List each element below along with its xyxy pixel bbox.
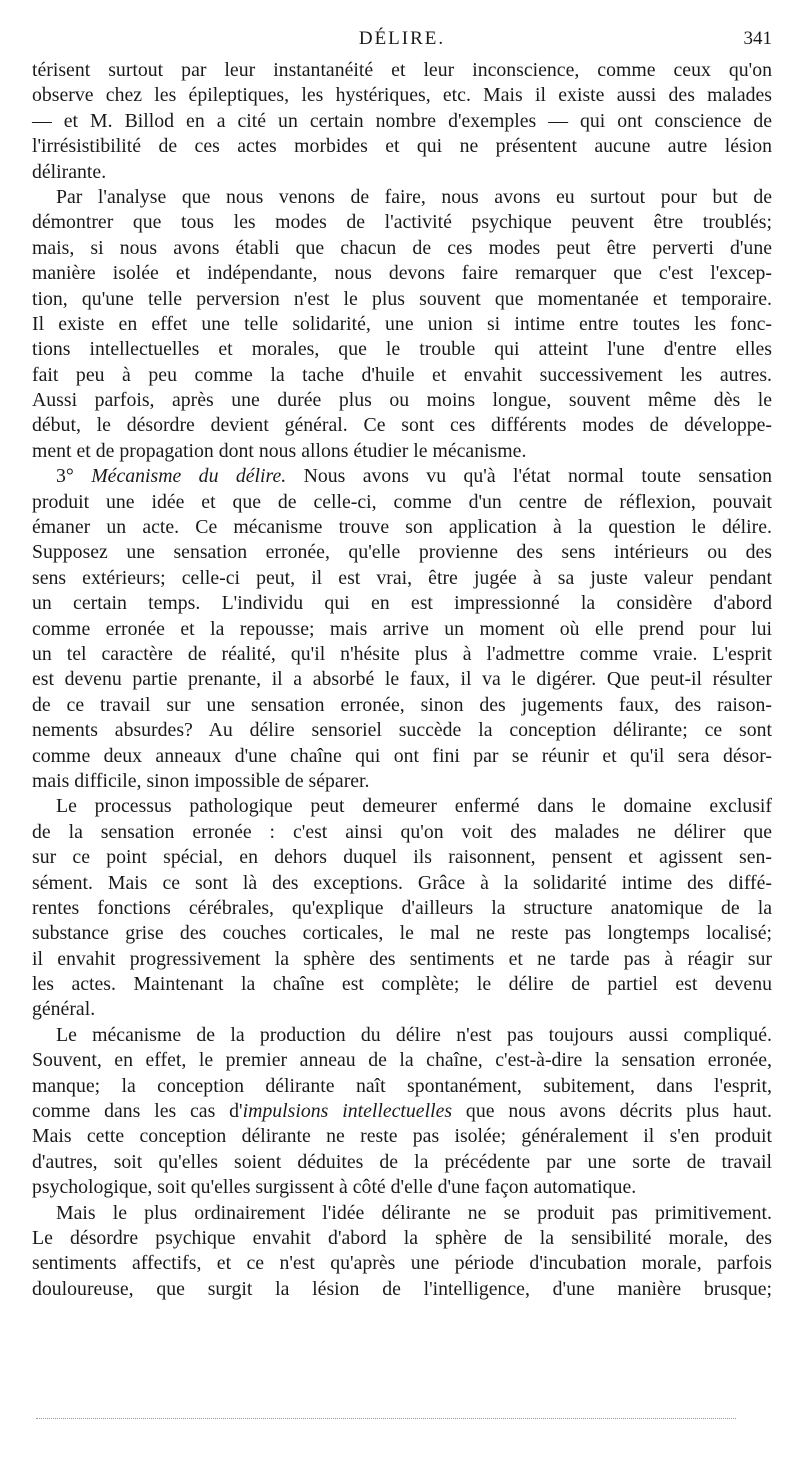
text-line <box>32 871 772 896</box>
line-text: mais, si nous avons établi que chacun de ces modes peut être perverti d'une <box>32 236 772 259</box>
line-text: tions intellectuelles et morales, que le trouble qui atteint l'une d'entre elles <box>32 338 772 361</box>
text-line <box>32 210 772 235</box>
text-line <box>32 896 772 921</box>
text-line <box>32 566 772 591</box>
text-line <box>32 515 772 540</box>
text-line <box>32 464 772 489</box>
text-line <box>32 185 772 210</box>
text-line <box>32 845 772 870</box>
line-text: Il existe en effet une telle solidarité, une union si intime entre toutes les fonc- <box>32 312 772 335</box>
text-line <box>32 413 772 438</box>
text-line <box>32 947 772 972</box>
line-text: un tel caractère de réalité, qu'il n'hésite plus à l'admettre comme vraie. L'esprit <box>32 642 772 665</box>
text-line <box>32 1150 772 1175</box>
line-text: comme erronée et la repousse; mais arrive un moment où elle prend pour lui <box>32 617 772 640</box>
line-text: substance grise des couches corticales, le mal ne reste pas longtemps localisé; <box>32 922 772 945</box>
text-line <box>32 1023 772 1048</box>
line-lead: comme dans les cas d' <box>32 1100 243 1123</box>
text-line <box>32 769 772 794</box>
line-text: produit une idée et que de celle-ci, comme d'un centre de réflexion, pouvait <box>32 490 772 513</box>
italic-phrase: Mécanisme du délire. <box>91 465 287 488</box>
line-text: Nous avons vu qu'à l'état normal toute sensation <box>303 465 772 488</box>
running-header <box>32 28 772 54</box>
text-line <box>32 287 772 312</box>
text-line <box>32 236 772 261</box>
italic-phrase: impulsions intellectuelles <box>242 1100 453 1123</box>
line-text: mais difficile, sinon impossible de séparer. <box>32 769 370 792</box>
line-text: sur ce point spécial, en dehors duquel ils raisonnent, pensent et agissent sen- <box>32 846 772 869</box>
line-text: observe chez les épileptiques, les hystériques, etc. Mais il existe aussi des malades <box>32 84 772 107</box>
line-text: — et M. Billod en a cité un certain nombre d'exemples — qui ont conscience de <box>32 109 772 132</box>
text-line <box>32 744 772 769</box>
text-line <box>32 1226 772 1251</box>
line-text: Aussi parfois, après une durée plus ou moins longue, souvent même dès le <box>32 389 772 412</box>
text-line <box>32 921 772 946</box>
text-line <box>32 591 772 616</box>
text-line <box>32 794 772 819</box>
line-text: Le mécanisme de la production du délire n'est pas toujours aussi compliqué. <box>56 1023 772 1046</box>
text-line <box>32 617 772 642</box>
running-title: DÉLIRE. <box>358 28 446 49</box>
line-text: démontrer que tous les modes de l'activité psychique peuvent être troublés; <box>32 211 772 234</box>
line-text: psychologique, soit qu'elles surgissent à côté d'elle d'une façon automatique. <box>32 1176 637 1199</box>
text-line <box>32 337 772 362</box>
body-text <box>32 58 772 1302</box>
line-text: comme deux anneaux d'une chaîne qui ont fini par se réunir et qu'il sera désor- <box>32 744 772 767</box>
text-line <box>32 134 772 159</box>
text-line <box>32 540 772 565</box>
text-line <box>32 490 772 515</box>
line-text: sément. Mais ce sont là des exceptions. Grâce à la solidarité intime des diffé- <box>32 871 772 894</box>
text-line <box>32 1201 772 1226</box>
line-text: début, le désordre devient général. Ce sont ces différents modes de développe- <box>32 414 772 437</box>
line-text: nements absurdes? Au délire sensoriel succède la conception délirante; ce sont <box>32 719 772 742</box>
line-text: rentes fonctions cérébrales, qu'explique d'ailleurs la structure anatomique de la <box>32 896 772 919</box>
text-line <box>32 83 772 108</box>
text-line <box>32 109 772 134</box>
text-line <box>32 820 772 845</box>
text-line <box>32 160 772 185</box>
text-line <box>32 388 772 413</box>
line-text: Le processus pathologique peut demeurer enfermé dans le domaine exclusif <box>56 795 772 818</box>
text-line <box>32 693 772 718</box>
text-line <box>32 972 772 997</box>
line-text: Par l'analyse que nous venons de faire, nous avons eu surtout pour but de <box>56 185 772 208</box>
text-line <box>32 1277 772 1302</box>
line-text: de ce travail sur une sensation erronée, sinon des jugements faux, des raison- <box>32 693 772 716</box>
line-text: Supposez une sensation erronée, qu'elle provienne des sens intérieurs ou des <box>32 541 772 564</box>
line-text: manque; la conception délirante naît spontanément, subitement, dans l'esprit, <box>32 1074 772 1097</box>
line-text: sens extérieurs; celle-ci peut, il est vrai, être jugée à sa juste valeur pendant <box>32 566 772 589</box>
line-text: un certain temps. L'individu qui en est impressionné la considère d'abord <box>32 592 772 615</box>
line-text: ment et de propagation dont nous allons étudier le mécanisme. <box>32 439 527 462</box>
line-text: douloureuse, que surgit la lésion de l'intelligence, d'une manière brusque; <box>32 1277 772 1300</box>
line-text: émaner un acte. Ce mécanisme trouve son application à la question le délire. <box>32 516 772 539</box>
line-text: de la sensation erronée : c'est ainsi qu'on voit des malades ne délirer que <box>32 820 772 843</box>
line-text: général. <box>32 998 96 1021</box>
text-line <box>32 58 772 83</box>
text-line <box>32 312 772 337</box>
line-text: Mais cette conception délirante ne reste pas isolée; généralement il s'en produit <box>32 1125 772 1148</box>
footer-rule <box>36 1418 736 1419</box>
line-text: il envahit progressivement la sphère des sentiments et ne tarde pas à réagir sur <box>32 947 772 970</box>
text-line <box>32 439 772 464</box>
line-text: tion, qu'une telle perversion n'est le plus souvent que momentanée et temporaire. <box>32 287 772 310</box>
text-line <box>32 667 772 692</box>
text-line <box>32 363 772 388</box>
text-line <box>32 997 772 1022</box>
page-number: 341 <box>743 28 772 49</box>
line-text: Le désordre psychique envahit d'abord la sphère de la sensibilité morale, des <box>32 1226 772 1249</box>
line-text: délirante. <box>32 160 107 183</box>
line-text: Souvent, en effet, le premier anneau de la chaîne, c'est-à-dire la sensation erronée, <box>32 1049 772 1072</box>
text-line <box>32 1048 772 1073</box>
line-text: manière isolée et indépendante, nous devons faire remarquer que c'est l'excep- <box>32 262 772 285</box>
line-text: l'irrésistibilité de ces actes morbides et qui ne présentent aucune autre lésion <box>32 135 772 158</box>
text-line <box>32 1074 772 1099</box>
line-text: les actes. Maintenant la chaîne est complète; le délire de partiel est devenu <box>32 973 772 996</box>
line-text: fait peu à peu comme la tache d'huile et envahit successivement les autres. <box>32 363 772 386</box>
line-text: térisent surtout par leur instantanéité et leur inconscience, comme ceux qu'on <box>32 59 772 81</box>
text-line <box>32 1251 772 1276</box>
line-lead: 3° <box>56 465 92 488</box>
line-text: sentiments affectifs, et ce n'est qu'après une période d'incubation morale, parfois <box>32 1252 772 1275</box>
text-line <box>32 1175 772 1200</box>
text-line <box>32 642 772 667</box>
line-text: est devenu partie prenante, il a absorbé le faux, il va le digérer. Que peut-il résulter <box>32 668 772 691</box>
text-line <box>32 718 772 743</box>
line-text: que nous avons décrits plus haut. <box>465 1100 773 1123</box>
line-text: Mais le plus ordinairement l'idée délirante ne se produit pas primitivement. <box>56 1201 772 1224</box>
line-text: d'autres, soit qu'elles soient déduites de la précédente par une sorte de travail <box>32 1150 772 1173</box>
text-line <box>32 1099 772 1124</box>
text-line <box>32 1124 772 1149</box>
text-line <box>32 261 772 286</box>
